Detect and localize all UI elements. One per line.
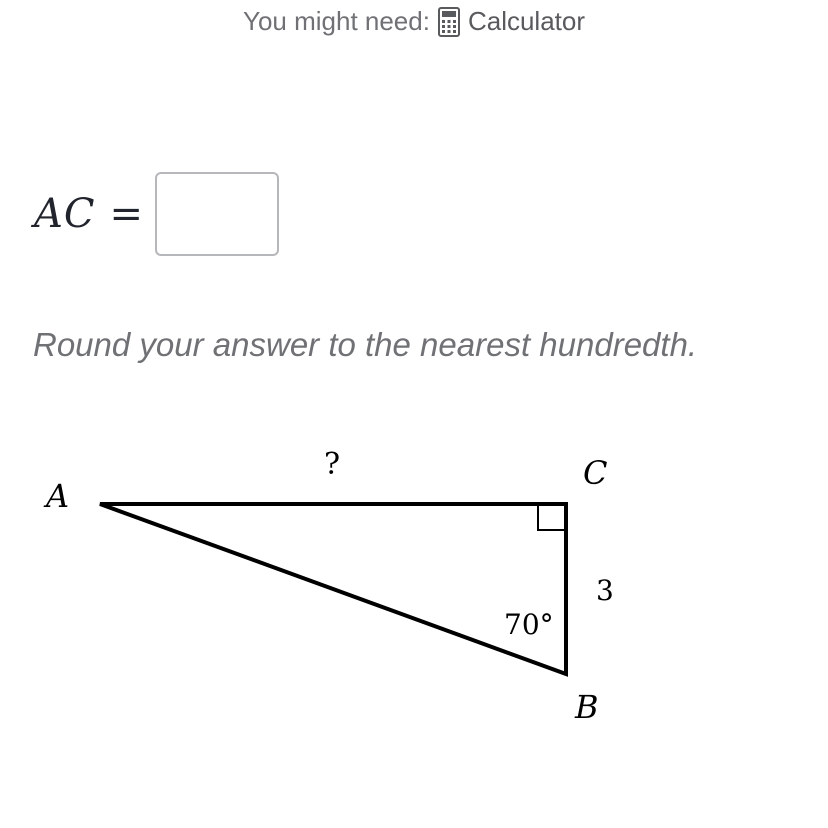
angle-b-label: 70° — [504, 608, 554, 641]
instruction-text: Round your answer to the nearest hundredth. — [33, 326, 698, 363]
equation-variable: AC — [34, 191, 96, 237]
hint-prefix: You might need: — [242, 6, 430, 36]
calculator-label[interactable]: Calculator — [467, 6, 586, 36]
side-ac-label: ? — [324, 447, 341, 482]
vertex-a-label: A — [46, 477, 70, 515]
vertex-b-label: B — [575, 688, 599, 726]
right-angle-marker — [538, 504, 566, 530]
vertex-c-label: C — [583, 454, 608, 492]
side-cb-label: 3 — [596, 574, 614, 607]
triangle-abc — [100, 504, 566, 674]
equals-sign: = — [109, 191, 144, 237]
